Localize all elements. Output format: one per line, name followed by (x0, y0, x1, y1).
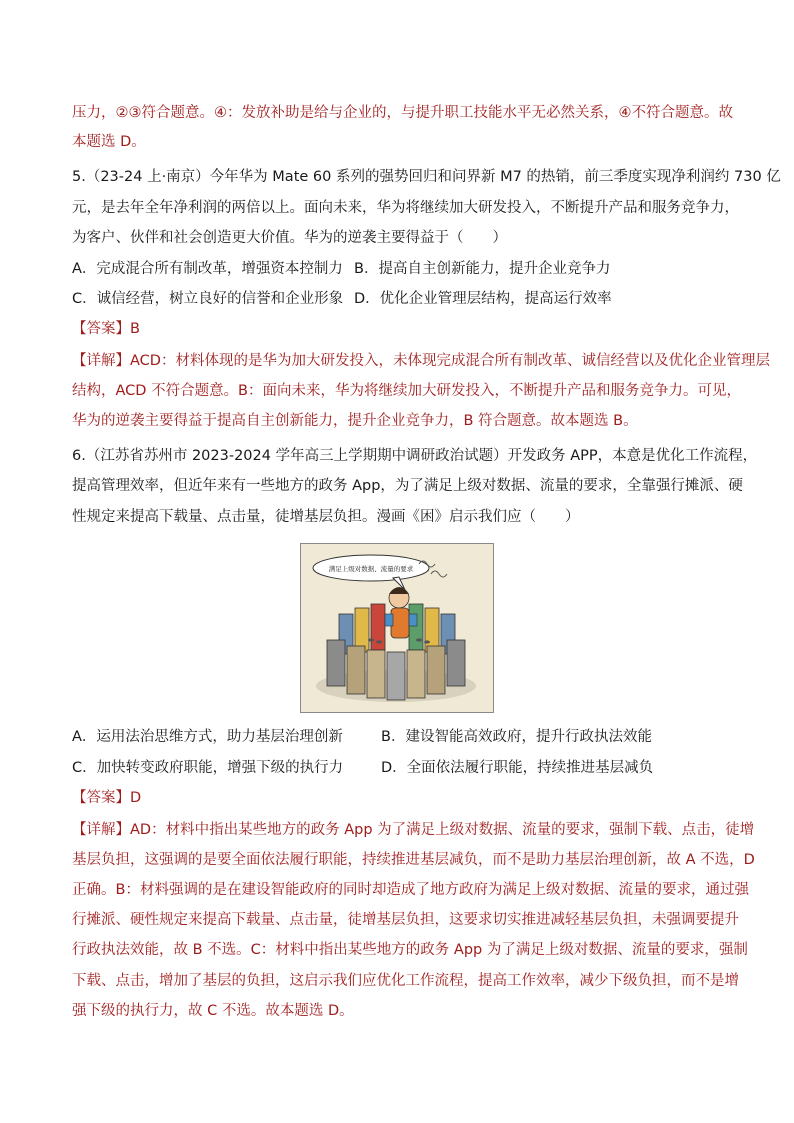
q6-option-c: C．加快转变政府职能，增强下级的执行力 (72, 760, 344, 776)
q6-option-d: D．全面依法履行职能，持续推进基层减负 (381, 760, 654, 776)
q6-stem-line: 性规定来提高下载量、点击量，徒增基层负担。漫画《困》启示我们应（ ） (72, 509, 580, 525)
q6-option-a: A．运用法治思维方式，助力基层治理创新 (72, 729, 343, 745)
cartoon-image (300, 543, 494, 713)
q6-detail-line: 行政执法效能，故 B 不选。C：材料中指出某些地方的政务 App 为了满足上级对数据、流量的要求，强制 (72, 942, 748, 958)
q5-option-c: C．诚信经营，树立良好的信誉和企业形象 (72, 291, 344, 307)
answer-value: B (130, 321, 140, 337)
q5-option-d: D．优化企业管理层结构，提高运行效率 (354, 291, 612, 307)
answer-value: D (130, 790, 142, 806)
q5-answer (72, 319, 140, 339)
q5-stem-line: 5.（23-24 上·南京）今年华为 Mate 60 系列的强势回归和问界新 M7 的热销，前三季度实现净利润约 730 亿 (72, 169, 781, 185)
q6-stem-line: 提高管理效率，但近年来有一些地方的政务 App，为了满足上级对数据、流量的要求，全靠强行摊派、硬 (72, 478, 743, 494)
prev-explanation-line: 本题选 D。 (72, 134, 146, 150)
q6-stem-line: 6.（江苏省苏州市 2023-2024 学年高三上学期期中调研政治试题）开发政务 APP，本意是优化工作流程， (72, 448, 758, 464)
cartoon-caption: 满足上级对数据、流量的要求 (328, 565, 414, 573)
detail-tag: 【详解】 (72, 822, 130, 838)
answer-tag: 【答案】 (72, 790, 130, 806)
prev-explanation-line: 压力，②③符合题意。④：发放补助是给与企业的，与提升职工技能水平无必然关系，④不符合题意。故 (72, 105, 733, 121)
q6-detail-line: 基层负担，这强调的是要全面依法履行职能，持续推进基层减负，而不是助力基层治理创新，故 A 不选，D (72, 852, 755, 868)
q5-detail-line: 【详解】ACD：材料体现的是华为加大研发投入，未体现完成混合所有制改革、诚信经营以及优化企业管理层 (72, 353, 770, 369)
q5-option-b: B．提高自主创新能力，提升企业竞争力 (354, 261, 611, 277)
answer-tag: 【答案】 (72, 321, 130, 337)
q5-detail-line: 华为的逆袭主要得益于提高自主创新能力，提升企业竞争力，B 符合题意。故本题选 B。 (72, 413, 638, 429)
q5-option-a: A．完成混合所有制改革，增强资本控制力 (72, 261, 343, 277)
q6-detail-line: 【详解】AD：材料中指出某些地方的政务 App 为了满足上级对数据、流量的要求，强制下载、点击，徒增 (72, 822, 755, 838)
detail-tag: 【详解】 (72, 353, 130, 369)
q6-answer (72, 788, 141, 808)
q5-stem-line: 元，是去年全年净利润的两倍以上。面向未来，华为将继续加大研发投入，不断提升产品和服务竞争力， (72, 200, 739, 216)
q6-detail-line: 正确。B：材料强调的是在建设智能政府的同时却造成了地方政府为满足上级对数据、流量的要求，通过强 (72, 882, 749, 898)
q5-detail-line: 结构，ACD 不符合题意。B：面向未来，华为将继续加大研发投入，不断提升产品和服务竞争力。可见， (72, 383, 742, 399)
q6-option-b: B．建设智能高效政府，提升行政执法效能 (381, 729, 652, 745)
q6-detail-line: 下载、点击，增加了基层的负担，这启示我们应优化工作流程，提高工作效率，减少下级负担，而不是增 (72, 973, 739, 989)
q5-stem-line: 为客户、伙伴和社会创造更大价值。华为的逆袭主要得益于（ ） (72, 230, 507, 246)
q6-detail-line: 强下级的执行力，故 C 不选。故本题选 D。 (72, 1003, 354, 1019)
q6-detail-line: 行摊派、硬性规定来提高下载量、点击量，徒增基层负担，这要求切实推进减轻基层负担，未强调要提升 (72, 912, 739, 928)
cartoon-illustration (301, 544, 493, 712)
